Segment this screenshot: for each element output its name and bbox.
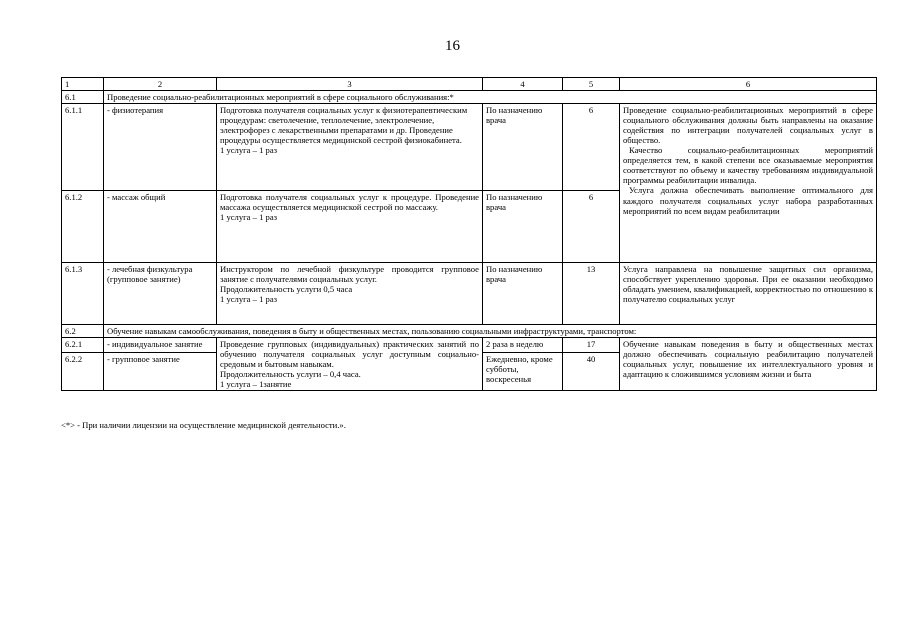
row-desc xyxy=(217,263,483,325)
header-cell: 4 xyxy=(483,78,563,91)
row-name: - групповое занятие xyxy=(104,353,217,391)
desc-duration: Продолжительность услуги 0,5 часа xyxy=(220,284,353,295)
row-num: 6.1.2 xyxy=(62,191,104,263)
desc-text: Инструктором по лечебной физкультуре проводится групповое занятие с получателями социальных услуг. xyxy=(220,264,479,285)
row-frequency: По назначению врача xyxy=(483,263,563,325)
table-row xyxy=(62,338,877,353)
row-num: 6.2.1 xyxy=(62,338,104,353)
row-note: Услуга направлена на повышение защитных сил организма, способствует укреплению здоровья. При ее оказании необходимо обладать умением, квалификацией, корректностью по отношению к получателю социальных услуг xyxy=(620,263,877,325)
note-paragraph: Услуга должна обеспечивать выполнение оптимального для каждого получателя социальных услуг набора разработанных мероприятий по всем видам реабилитации xyxy=(623,185,873,216)
row-num: 6.1.3 xyxy=(62,263,104,325)
row-num: 6.2.2 xyxy=(62,353,104,391)
header-cell: 1 xyxy=(62,78,104,91)
row-name: - индивидуальное занятие xyxy=(104,338,217,353)
row-count: 6 xyxy=(563,104,620,191)
row-name: - массаж общий xyxy=(104,191,217,263)
row-name: - физиотерапия xyxy=(104,104,217,191)
row-num: 6.1.1 xyxy=(62,104,104,191)
row-frequency: 2 раза в неделю xyxy=(483,338,563,353)
header-cell: 3 xyxy=(217,78,483,91)
row-frequency: Ежедневно, кроме субботы, воскресенья xyxy=(483,353,563,391)
row-count: 13 xyxy=(563,263,620,325)
header-cell: 5 xyxy=(563,78,620,91)
header-row xyxy=(62,78,877,91)
section-row xyxy=(62,91,877,104)
desc-unit: 1 услуга – 1занятие xyxy=(220,379,292,390)
note-paragraph: Проведение социально-реабилитационных мероприятий в сфере социального обслуживания должны быть направлены на оказание содействия по интеграции получателей социальных услуг в общество. xyxy=(623,105,873,146)
row-desc xyxy=(217,338,483,391)
row-note xyxy=(620,104,877,263)
row-count: 17 xyxy=(563,338,620,353)
row-frequency: По назначению врача xyxy=(483,104,563,191)
desc-text: Подготовка получателя социальных услуг к процедуре. Проведение массажа осуществляется медицинской сестрой по массажу. xyxy=(220,192,479,213)
services-table xyxy=(61,77,877,391)
row-count: 40 xyxy=(563,353,620,391)
note-paragraph: Качество социально-реабилитационных мероприятий определяется тем, в какой степени все оказываемые мероприятия соответствуют по объему и качеству требованиям индивидуальной программы реабилитации инвалида. xyxy=(623,145,873,186)
desc-duration: Продолжительность услуги – 0,4 часа. xyxy=(220,369,361,380)
table-row xyxy=(62,104,877,191)
row-note: Обучение навыкам поведения в быту и общественных местах должно обеспечивать социальную реабилитацию получателей социальных услуг, повышение их интеллектуального уровня и адаптацию к сложившимся условиям жизни и быта xyxy=(620,338,877,391)
row-frequency: По назначению врача xyxy=(483,191,563,263)
section-title: Обучение навыкам самообслуживания, поведения в быту и общественных местах, пользованию социальными инфраструктурами, транспортом: xyxy=(104,325,877,338)
footnote: <*> - При наличии лицензии на осуществление медицинской деятельности.». xyxy=(61,420,346,430)
header-cell: 2 xyxy=(104,78,217,91)
page-number: 16 xyxy=(445,38,460,54)
section-num: 6.2 xyxy=(62,325,104,338)
desc-unit: 1 услуга – 1 раз xyxy=(220,212,278,223)
header-cell: 6 xyxy=(620,78,877,91)
row-count: 6 xyxy=(563,191,620,263)
desc-text: Проведение групповых (индивидуальных) практических занятий по обучению получателя социальных услуг доступным социально-средовым и бытовым навыкам. xyxy=(220,339,479,370)
desc-text: Подготовка получателя социальных услуг к физиотерапевтическим процедурам: светолечение, теплолечение, электролечение, электрофорез с лекарственными препаратами и др. Проведение процедуры осуществляется медицинской сестрой физиокабинета. xyxy=(220,105,468,146)
desc-unit: 1 услуга – 1 раз xyxy=(220,294,278,305)
row-desc xyxy=(217,104,483,191)
desc-unit: 1 услуга – 1 раз xyxy=(220,145,278,156)
section-row xyxy=(62,325,877,338)
row-name: - лечебная физкультура (групповое занятие) xyxy=(104,263,217,325)
table-row xyxy=(62,263,877,325)
section-num: 6.1 xyxy=(62,91,104,104)
row-desc xyxy=(217,191,483,263)
section-title: Проведение социально-реабилитационных мероприятий в сфере социального обслуживания:* xyxy=(104,91,877,104)
